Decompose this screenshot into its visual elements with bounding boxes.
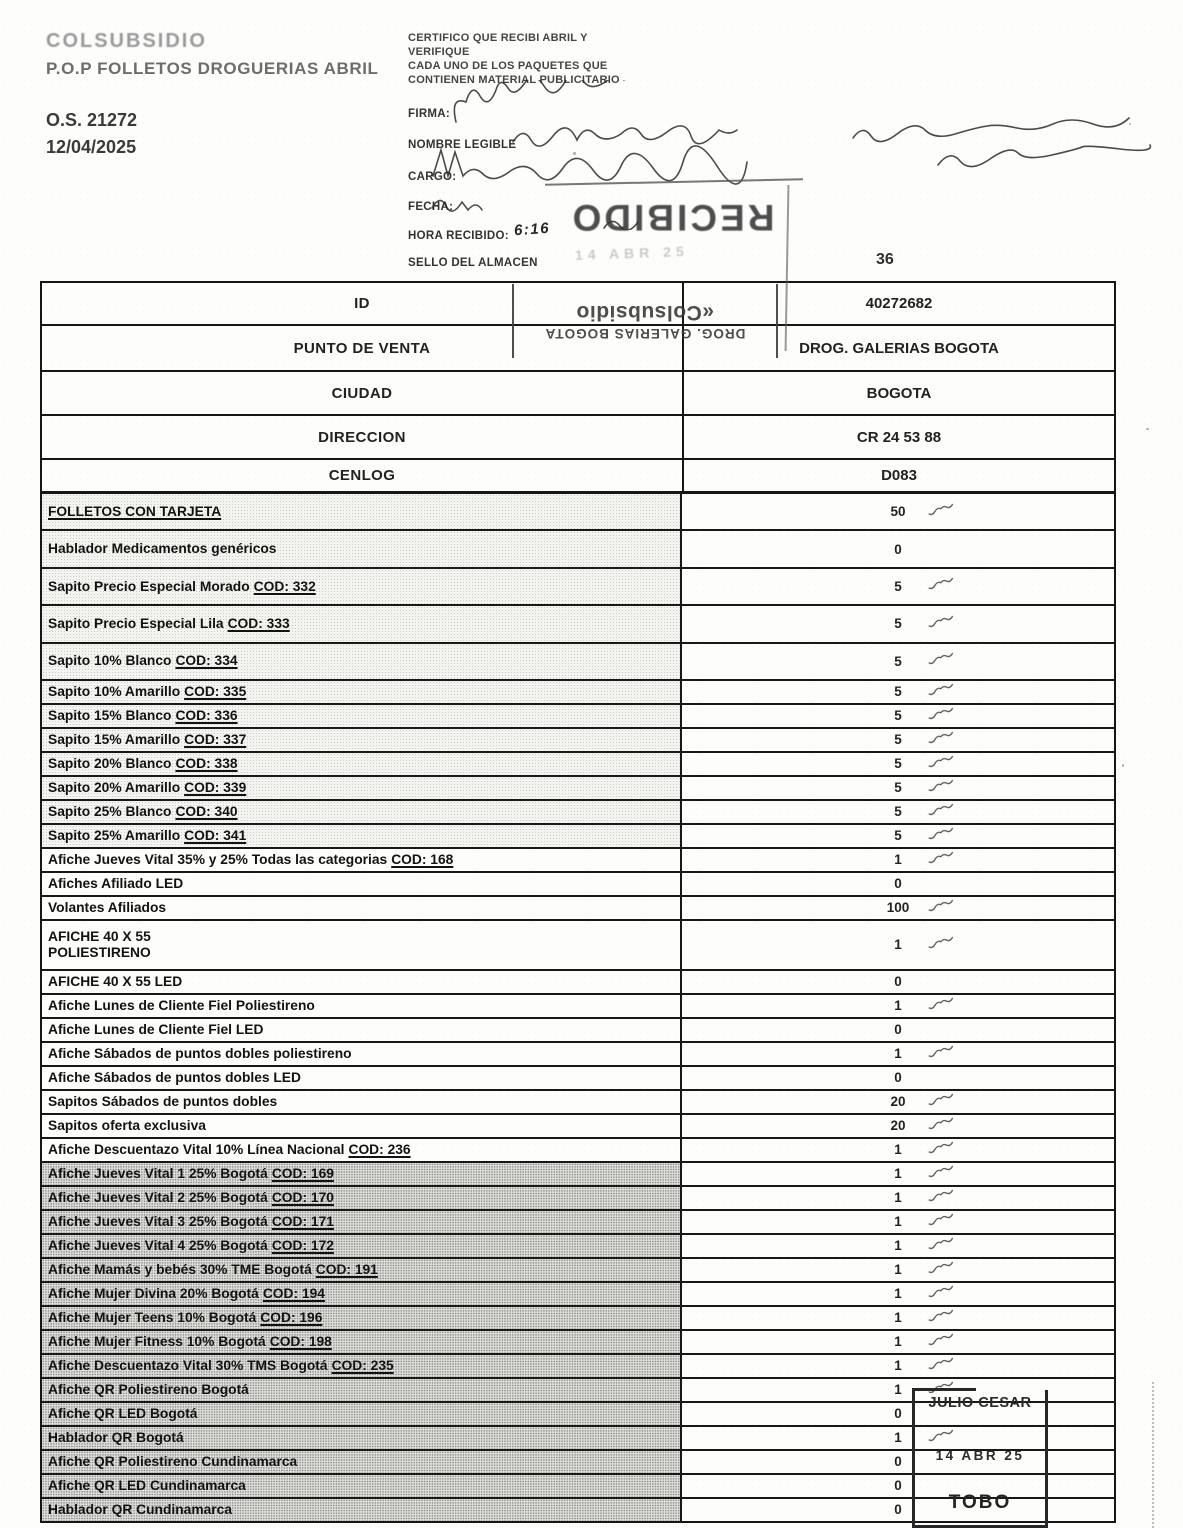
hora-recibido-label: HORA RECIBIDO:: [408, 230, 509, 242]
item-qty: 0: [894, 1070, 902, 1086]
item-qty-cell: [682, 1307, 1114, 1329]
item-qty-cell: [682, 995, 1114, 1017]
item-name: Afiche Jueves Vital 4 25% Bogotá: [48, 1238, 268, 1254]
handwriting-scribbles: [408, 80, 1178, 230]
item-name: Afiche Mujer Fitness 10% Bogotá: [48, 1334, 266, 1350]
item-name-cell: [42, 494, 682, 529]
info-label: PUNTO DE VENTA: [42, 326, 684, 370]
checkmark-handwritten: [928, 1332, 955, 1350]
table-row: [42, 1331, 1114, 1355]
item-name: Afiche Mamás y bebés 30% TME Bogotá: [48, 1262, 312, 1278]
item-qty-cell: [682, 569, 1114, 604]
scan-margin-dots: [1152, 1382, 1154, 1528]
item-name-cell: [42, 1283, 682, 1305]
item-name-cell: [42, 1379, 682, 1401]
table-row: [42, 681, 1114, 705]
info-label: ID: [42, 283, 684, 324]
item-cod: COD: 198: [269, 1334, 332, 1350]
table-row: [42, 569, 1114, 606]
table-row: [42, 494, 1114, 531]
item-qty-cell: [682, 897, 1114, 919]
item-name: Sapitos oferta exclusiva: [48, 1118, 206, 1134]
item-qty: 1: [894, 1238, 902, 1254]
item-qty-cell: [682, 1283, 1114, 1305]
item-name: Sapito 15% Amarillo: [48, 732, 181, 748]
item-name-cell: [42, 729, 682, 751]
item-name: Afiche Jueves Vital 1 25% Bogotá: [48, 1166, 268, 1182]
table-row: [42, 897, 1114, 921]
item-cod: COD: 168: [391, 852, 454, 868]
firma-label: FIRMA:: [408, 108, 451, 120]
checkmark-handwritten: [928, 1092, 955, 1110]
item-cod: COD: 338: [175, 756, 238, 772]
fecha-label: FECHA:: [408, 201, 454, 213]
item-name: Afiche Descuentazo Vital 30% TMS Bogotá: [48, 1358, 328, 1374]
colsubsidio-logo-text: «Colsubsidio: [576, 301, 714, 324]
checkmark-handwritten: [928, 1260, 955, 1278]
checkmark-handwritten: [928, 826, 955, 844]
table-row: [42, 971, 1114, 995]
item-qty: 5: [894, 756, 902, 772]
item-qty-cell: [682, 1043, 1114, 1065]
table-row: [42, 825, 1114, 849]
checkmark-handwritten: [928, 1236, 955, 1254]
recibido-stamp-edge: [545, 178, 803, 185]
item-cod: COD: 171: [271, 1214, 334, 1230]
info-label: DIRECCION: [42, 416, 684, 458]
checkmark-handwritten: [928, 754, 955, 772]
scan-noise: [1129, 123, 1131, 125]
item-qty: 5: [894, 684, 902, 700]
item-cod: COD: 333: [227, 615, 290, 631]
item-name-cell: [42, 1403, 682, 1425]
item-qty-cell: [682, 1163, 1114, 1185]
checkmark-handwritten: [928, 1356, 955, 1374]
info-row: [42, 416, 1114, 460]
item-qty-cell: [682, 753, 1114, 775]
item-qty-cell: [682, 825, 1114, 847]
info-row: [42, 372, 1114, 416]
info-value: CR 24 53 88: [856, 428, 942, 446]
item-qty-cell: [682, 1427, 1114, 1449]
table-row: [42, 1115, 1114, 1139]
table-row: [42, 1067, 1114, 1091]
item-qty-cell: [682, 606, 1114, 641]
certificate-line: VERIFIQUE: [408, 46, 470, 58]
item-name-cell: [42, 873, 682, 895]
item-name-cell: [42, 606, 682, 641]
stamp-date: 14 ABR 25: [935, 1448, 1025, 1463]
table-row: [42, 705, 1114, 729]
item-qty-cell: [682, 1211, 1114, 1233]
item-name-cell: [42, 1427, 682, 1449]
stamp-branch-text: DROG. GALERIAS BOGOTA: [544, 326, 746, 341]
item-qty: 0: [894, 1406, 902, 1422]
item-qty: 1: [894, 1358, 902, 1374]
item-qty: 5: [894, 616, 902, 632]
info-value: BOGOTA: [866, 384, 932, 402]
item-cod: COD: 336: [175, 708, 238, 724]
item-qty: 1: [894, 1310, 902, 1326]
item-cod: COD: 335: [184, 684, 247, 700]
item-qty: 0: [894, 1502, 902, 1518]
item-qty: 0: [894, 1022, 902, 1038]
table-row: [42, 1019, 1114, 1043]
item-name-cell: [42, 1043, 682, 1065]
hora-handwritten-value: 6:16: [513, 219, 551, 240]
item-qty-cell: [682, 1067, 1114, 1089]
table-row: [42, 1355, 1114, 1379]
item-name-line2: POLIESTIRENO: [48, 944, 151, 960]
item-cod: COD: 341: [184, 828, 247, 844]
checkmark-handwritten: [928, 802, 955, 820]
item-qty-cell: [682, 531, 1114, 566]
item-qty-cell: [682, 644, 1114, 679]
item-name: Afiche Mujer Divina 20% Bogotá: [48, 1286, 259, 1302]
table-row: [42, 1163, 1114, 1187]
item-qty-cell: [682, 1451, 1114, 1473]
checkmark-handwritten: [928, 850, 955, 868]
item-name: Sapito 25% Amarillo: [48, 828, 181, 844]
item-name: Afiche Descuentazo Vital 10% Línea Nacional: [48, 1142, 345, 1158]
item-qty-cell: [682, 849, 1114, 871]
item-qty: 1: [894, 1190, 902, 1206]
item-qty: 1: [894, 1286, 902, 1302]
item-qty-cell: [682, 1499, 1114, 1521]
item-name: Afiche Lunes de Cliente Fiel LED: [48, 1022, 264, 1038]
table-row: [42, 1211, 1114, 1235]
table-row: [42, 729, 1114, 753]
item-qty: 5: [894, 780, 902, 796]
order-date: 12/04/2025: [46, 137, 137, 157]
item-name-cell: [42, 753, 682, 775]
scan-noise: [1146, 428, 1149, 430]
nombre-scribble: [938, 145, 1150, 167]
table-row: [42, 1139, 1114, 1163]
item-qty: 1: [894, 1166, 902, 1182]
item-name-cell: [42, 1163, 682, 1185]
item-name-cell: [42, 849, 682, 871]
item-cod: COD: 236: [348, 1142, 411, 1158]
item-qty: 5: [894, 708, 902, 724]
item-name-cell: [42, 1211, 682, 1233]
item-qty-cell: [682, 729, 1114, 751]
item-name: Sapito 20% Blanco: [48, 756, 172, 772]
item-qty-cell: [682, 873, 1114, 895]
checkmark-handwritten: [928, 1284, 955, 1302]
item-qty-cell: [682, 801, 1114, 823]
item-cod: COD: 332: [253, 578, 316, 594]
item-name-cell: [42, 1475, 682, 1497]
delivery-table: [40, 281, 1116, 1523]
item-name: Afiche Mujer Teens 10% Bogotá: [48, 1310, 257, 1326]
table-row: [42, 849, 1114, 873]
item-qty-cell: [682, 1475, 1114, 1497]
item-cod: COD: 334: [175, 653, 238, 669]
checkmark-handwritten: [928, 1188, 955, 1206]
item-name-cell: [42, 1235, 682, 1257]
item-name: Afiche QR LED Cundinamarca: [48, 1478, 246, 1494]
item-name-cell: [42, 1307, 682, 1329]
item-qty: 0: [894, 974, 902, 990]
table-row: [42, 1187, 1114, 1211]
item-cod: COD: 194: [262, 1286, 325, 1302]
item-qty: 1: [894, 1334, 902, 1350]
item-name-cell: [42, 897, 682, 919]
faint-date-stamp: 14 ABR 25: [574, 243, 689, 263]
item-name-cell: [42, 1451, 682, 1473]
item-qty: 1: [894, 998, 902, 1014]
item-qty: 1: [894, 1430, 902, 1446]
item-qty-cell: [682, 777, 1114, 799]
item-name: Afiche Jueves Vital 2 25% Bogotá: [48, 1190, 268, 1206]
item-name: Hablador QR Cundinamarca: [48, 1502, 232, 1518]
item-qty-cell: [682, 1019, 1114, 1041]
item-name-cell: [42, 1499, 682, 1521]
item-name-cell: [42, 921, 682, 969]
item-name-cell: [42, 801, 682, 823]
item-qty-cell: [682, 971, 1114, 993]
item-name: Hablador QR Bogotá: [48, 1430, 184, 1446]
item-qty: 1: [894, 1382, 902, 1398]
item-qty-cell: [682, 1331, 1114, 1353]
item-name-cell: [42, 1355, 682, 1377]
checkmark-handwritten: [928, 1308, 955, 1326]
item-name: Hablador Medicamentos genéricos: [48, 541, 277, 557]
items-table: [42, 494, 1114, 1521]
item-qty: 5: [894, 653, 902, 669]
item-name: Afiche Sábados de puntos dobles LED: [48, 1070, 301, 1086]
item-name: Sapitos Sábados de puntos dobles: [48, 1094, 278, 1110]
item-qty-cell: [682, 681, 1114, 703]
item-cod: COD: 170: [271, 1190, 334, 1206]
item-name-cell: [42, 1019, 682, 1041]
checkmark-handwritten: [928, 502, 955, 520]
item-name-cell: [42, 1115, 682, 1137]
item-qty-cell: [682, 494, 1114, 529]
info-row: [42, 460, 1114, 494]
item-qty-cell: [682, 1259, 1114, 1281]
certificate-line: CADA UNO DE LOS PAQUETES QUE: [408, 60, 608, 72]
item-qty-cell: [682, 1115, 1114, 1137]
item-qty: 0: [894, 1478, 902, 1494]
table-row: [42, 777, 1114, 801]
recibido-stamp: RECIBIDO: [569, 197, 775, 238]
colsubsidio-brand-faded: COLSUBSIDIO: [46, 30, 207, 52]
item-qty-cell: [682, 705, 1114, 727]
checkmark-handwritten: [928, 996, 955, 1014]
item-name-cell: [42, 644, 682, 679]
item-qty: 0: [894, 876, 902, 892]
item-name: Sapito Precio Especial Lila: [48, 615, 224, 631]
item-name-cell: [42, 995, 682, 1017]
item-name-cell: [42, 705, 682, 727]
item-qty: 5: [894, 828, 902, 844]
checkmark-handwritten: [928, 778, 955, 796]
table-row: [42, 1043, 1114, 1067]
item-qty: 1: [894, 852, 902, 868]
item-qty: 1: [894, 937, 902, 953]
table-row: [42, 644, 1114, 681]
checkmark-handwritten: [928, 682, 955, 700]
order-number: O.S. 21272: [46, 110, 138, 130]
table-row: [42, 921, 1114, 971]
item-cod: COD: 169: [271, 1166, 334, 1182]
colsubsidio-stamp-upside-down: [512, 284, 778, 358]
checkmark-handwritten: [928, 1164, 955, 1182]
document-title: P.O.P FOLLETOS DROGUERIAS ABRIL: [46, 59, 379, 78]
scan-noise: [1122, 764, 1124, 767]
item-name: Afiche Jueves Vital 35% y 25% Todas las categorias: [48, 852, 388, 868]
cargo-scribble: [433, 146, 747, 184]
checkmark-handwritten: [928, 898, 955, 916]
checkmark-handwritten: [928, 1116, 955, 1134]
item-name: AFICHE 40 X 55: [48, 929, 151, 945]
table-row: [42, 606, 1114, 643]
table-row: [42, 873, 1114, 897]
item-name: Sapito 10% Blanco: [48, 653, 172, 669]
scan-noise: [573, 152, 576, 155]
checkmark-handwritten: [928, 730, 955, 748]
item-qty-cell: [682, 1091, 1114, 1113]
table-row: [42, 801, 1114, 825]
checkmark-handwritten: [928, 577, 955, 595]
item-name-cell: [42, 825, 682, 847]
nombre-scribble: [853, 118, 1129, 142]
item-name: Afiche Sábados de puntos dobles poliestireno: [48, 1046, 352, 1062]
item-qty-cell: [682, 1355, 1114, 1377]
item-name-cell: [42, 1259, 682, 1281]
item-qty: 5: [894, 578, 902, 594]
item-name-cell: [42, 1187, 682, 1209]
checkmark-handwritten: [928, 706, 955, 724]
item-qty: 1: [894, 1142, 902, 1158]
info-value: 40272682: [865, 295, 933, 312]
item-qty: 0: [894, 541, 902, 557]
info-value: DROG. GALERIAS BOGOTA: [799, 339, 999, 357]
info-label: CIUDAD: [42, 372, 684, 414]
checkmark-handwritten: [928, 935, 955, 953]
item-name-cell: [42, 1067, 682, 1089]
certificate-line: CONTIENEN MATERIAL PUBLICITARIO: [408, 74, 620, 86]
cargo-label: CARGO:: [408, 171, 457, 183]
item-qty: 1: [894, 1046, 902, 1062]
item-cod: COD: 191: [315, 1262, 378, 1278]
table-row: [42, 1091, 1114, 1115]
item-qty: 20: [890, 1118, 906, 1134]
item-cod: COD: 339: [184, 780, 247, 796]
checkmark-handwritten: [928, 652, 955, 670]
info-value: D083: [881, 467, 917, 484]
item-qty: 1: [894, 1214, 902, 1230]
item-name: FOLLETOS CON TARJETA: [48, 503, 222, 519]
item-name: Afiches Afiliado LED: [48, 876, 184, 892]
table-row: [42, 1307, 1114, 1331]
item-name-cell: [42, 1331, 682, 1353]
nombre-legible-label: NOMBRE LEGIBLE: [408, 139, 517, 151]
table-row: [42, 995, 1114, 1019]
nombre-scribble: [513, 126, 737, 146]
certificate-line: CERTIFICO QUE RECIBI ABRIL Y: [408, 32, 588, 44]
table-row: [42, 1283, 1114, 1307]
item-cod: COD: 337: [184, 732, 247, 748]
item-qty: 100: [886, 900, 910, 916]
checkmark-handwritten: [928, 1140, 955, 1158]
item-name-cell: [42, 681, 682, 703]
sello-almacen-label: SELLO DEL ALMACEN: [408, 257, 538, 269]
item-name: Sapito 15% Blanco: [48, 708, 172, 724]
item-name-cell: [42, 1139, 682, 1161]
checkmark-handwritten: [928, 1212, 955, 1230]
item-qty: 5: [894, 804, 902, 820]
item-qty-cell: [682, 1235, 1114, 1257]
checkmark-handwritten: [928, 614, 955, 632]
item-name: Afiche QR Poliestireno Bogotá: [48, 1382, 249, 1398]
item-name-cell: [42, 971, 682, 993]
item-qty-cell: [682, 1403, 1114, 1425]
item-name-cell: [42, 569, 682, 604]
item-name-cell: [42, 777, 682, 799]
item-qty: 0: [894, 1454, 902, 1470]
table-row: [42, 531, 1114, 568]
item-name: Afiche Jueves Vital 3 25% Bogotá: [48, 1214, 268, 1230]
item-qty-cell: [682, 1187, 1114, 1209]
item-qty: 1: [894, 1262, 902, 1278]
stamp-surname: TOBO: [948, 1492, 1012, 1513]
checkmark-handwritten: [928, 1044, 955, 1062]
item-name: Sapito 25% Blanco: [48, 804, 172, 820]
item-qty-cell: [682, 1139, 1114, 1161]
item-cod: COD: 235: [331, 1358, 394, 1374]
item-name: Afiche QR LED Bogotá: [48, 1406, 198, 1422]
item-qty: 20: [890, 1094, 906, 1110]
item-name: Volantes Afiliados: [48, 900, 167, 916]
item-name: Afiche Lunes de Cliente Fiel Poliestireno: [48, 998, 315, 1014]
table-row: [42, 753, 1114, 777]
receiver-date-stamp: [912, 1390, 1048, 1528]
certificate-paragraph: [408, 31, 748, 87]
item-name: Sapito 20% Amarillo: [48, 780, 181, 796]
stamp-receiver-name: JULIO CESAR: [928, 1395, 1032, 1411]
item-name: Sapito Precio Especial Morado: [48, 578, 250, 594]
page-number: 36: [876, 251, 894, 268]
item-qty: 50: [890, 504, 906, 520]
item-cod: COD: 196: [260, 1310, 323, 1326]
table-row: [42, 1259, 1114, 1283]
item-cod: COD: 340: [175, 804, 238, 820]
item-name-cell: [42, 531, 682, 566]
item-cod: COD: 172: [271, 1238, 334, 1254]
item-name: Sapito 10% Amarillo: [48, 684, 181, 700]
item-qty-cell: [682, 1379, 1114, 1401]
item-qty-cell: [682, 921, 1114, 969]
item-name-cell: [42, 1091, 682, 1113]
item-name: Afiche QR Poliestireno Cundinamarca: [48, 1454, 298, 1470]
item-name: AFICHE 40 X 55 LED: [48, 974, 183, 990]
item-qty: 5: [894, 732, 902, 748]
info-label: CENLOG: [42, 460, 684, 491]
table-row: [42, 1235, 1114, 1259]
